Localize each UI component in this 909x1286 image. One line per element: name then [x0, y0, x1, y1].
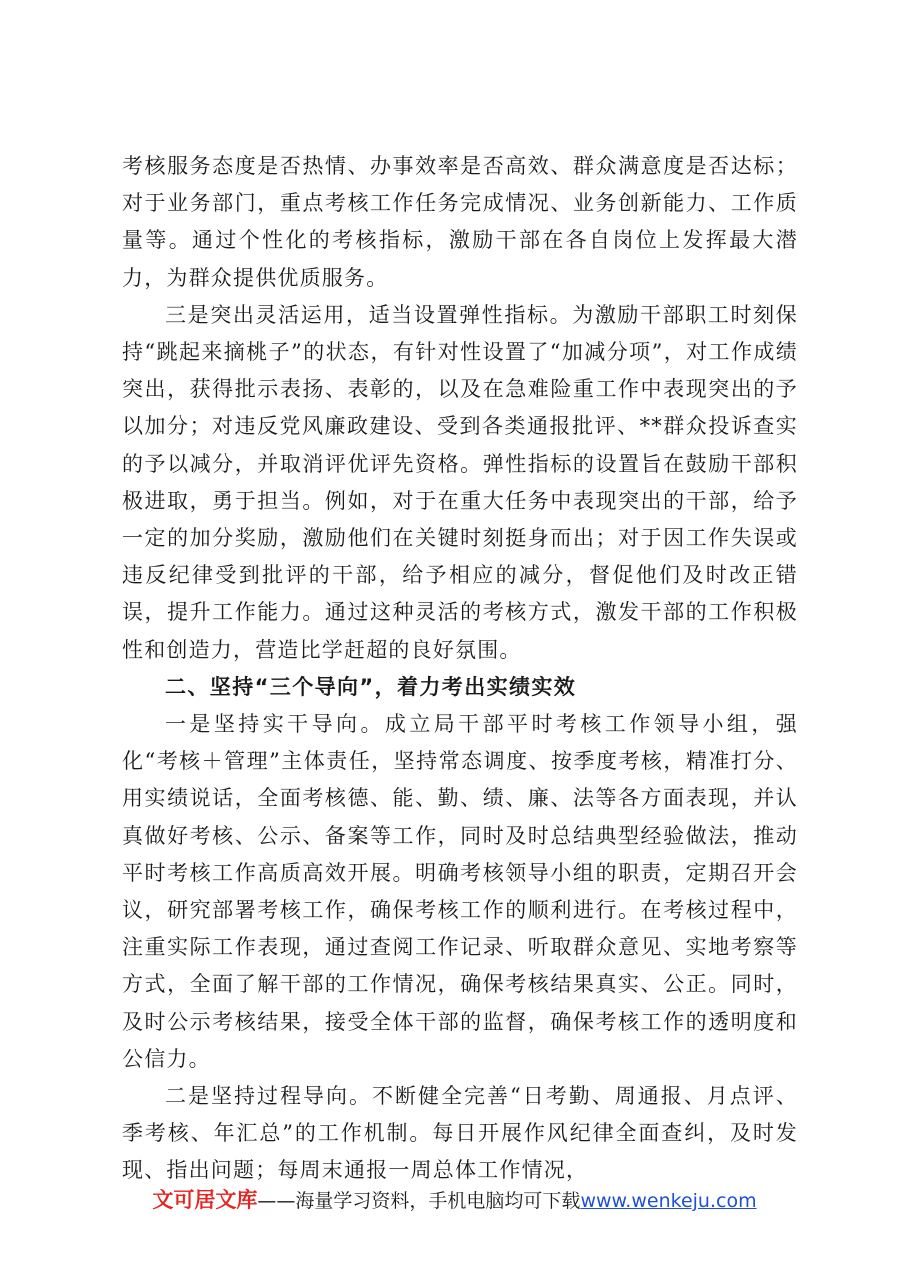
paragraph-continuation: 考核服务态度是否热情、办事效率是否高效、群众满意度是否达标；对于业务部门，重点考核工作任务完成情况、业务创新能力、工作质量等。通过个性化的考核指标，激励干部在各自岗位上发挥最大潜力，为群众提供优质服务。 [122, 154, 798, 290]
footer-site-link[interactable]: www.wenkeju.com [580, 1190, 757, 1212]
section-heading: 二、坚持“三个导向”，着力考出实绩实效 [165, 674, 577, 699]
paragraph-practical-orientation: 一是坚持实干导向。成立局干部平时考核工作领导小组，强化“考核＋管理”主体责任，坚持常态调度、按季度考核，精准打分、用实绩说话，全面考核德、能、勤、绩、廉、法等各方面表现，并认真做好考核、公示、备案等工作，同时及时总结典型经验做法，推动平时考核工作高质高效开展。明确考核领导小组的职责，定期召开会议，研究部署考核工作，确保考核工作的顺利进行。在考核过程中，注重实际工作表现，通过查阅工作记录、听取群众意见、实地考察等方式，全面了解干部的工作情况，确保考核结果真实、公正。同时，及时公示考核结果，接受全体干部的监督，确保考核工作的透明度和公信力。 [122, 712, 798, 1071]
footer-tagline: ——海量学习资料，手机电脑均可下载 [257, 1190, 581, 1212]
footer-brand: 文可居文库 [152, 1188, 258, 1212]
footer-banner [0, 1184, 909, 1214]
paragraph-process-orientation: 二是坚持过程导向。不断健全完善“日考勤、周通报、月点评、季考核、年汇总”的工作机制。每日开展作风纪律全面查纠，及时发现、指出问题；每周末通报一周总体工作情况， [122, 1084, 798, 1183]
paragraph-flexible-indicators: 三是突出灵活运用，适当设置弹性指标。为激励干部职工时刻保持“跳起来摘桃子”的状态，有针对性设置了“加减分项”，对工作成绩突出，获得批示表扬、表彰的，以及在急难险重工作中表现突出的予以加分；对违反党风廉政建设、受到各类通报批评、**群众投诉查实的予以减分，并取消评优评先资格。弹性指标的设置旨在鼓励干部积极进取，勇于担当。例如，对于在重大任务中表现突出的干部，给予一定的加分奖励，激励他们在关键时刻挺身而出；对于因工作失误或违反纪律受到批评的干部，给予相应的减分，督促他们及时改正错误，提升工作能力。通过这种灵活的考核方式，激发干部的工作积极性和创造力，营造比学赶超的良好氛围。 [122, 302, 798, 662]
document-body [122, 148, 798, 1190]
